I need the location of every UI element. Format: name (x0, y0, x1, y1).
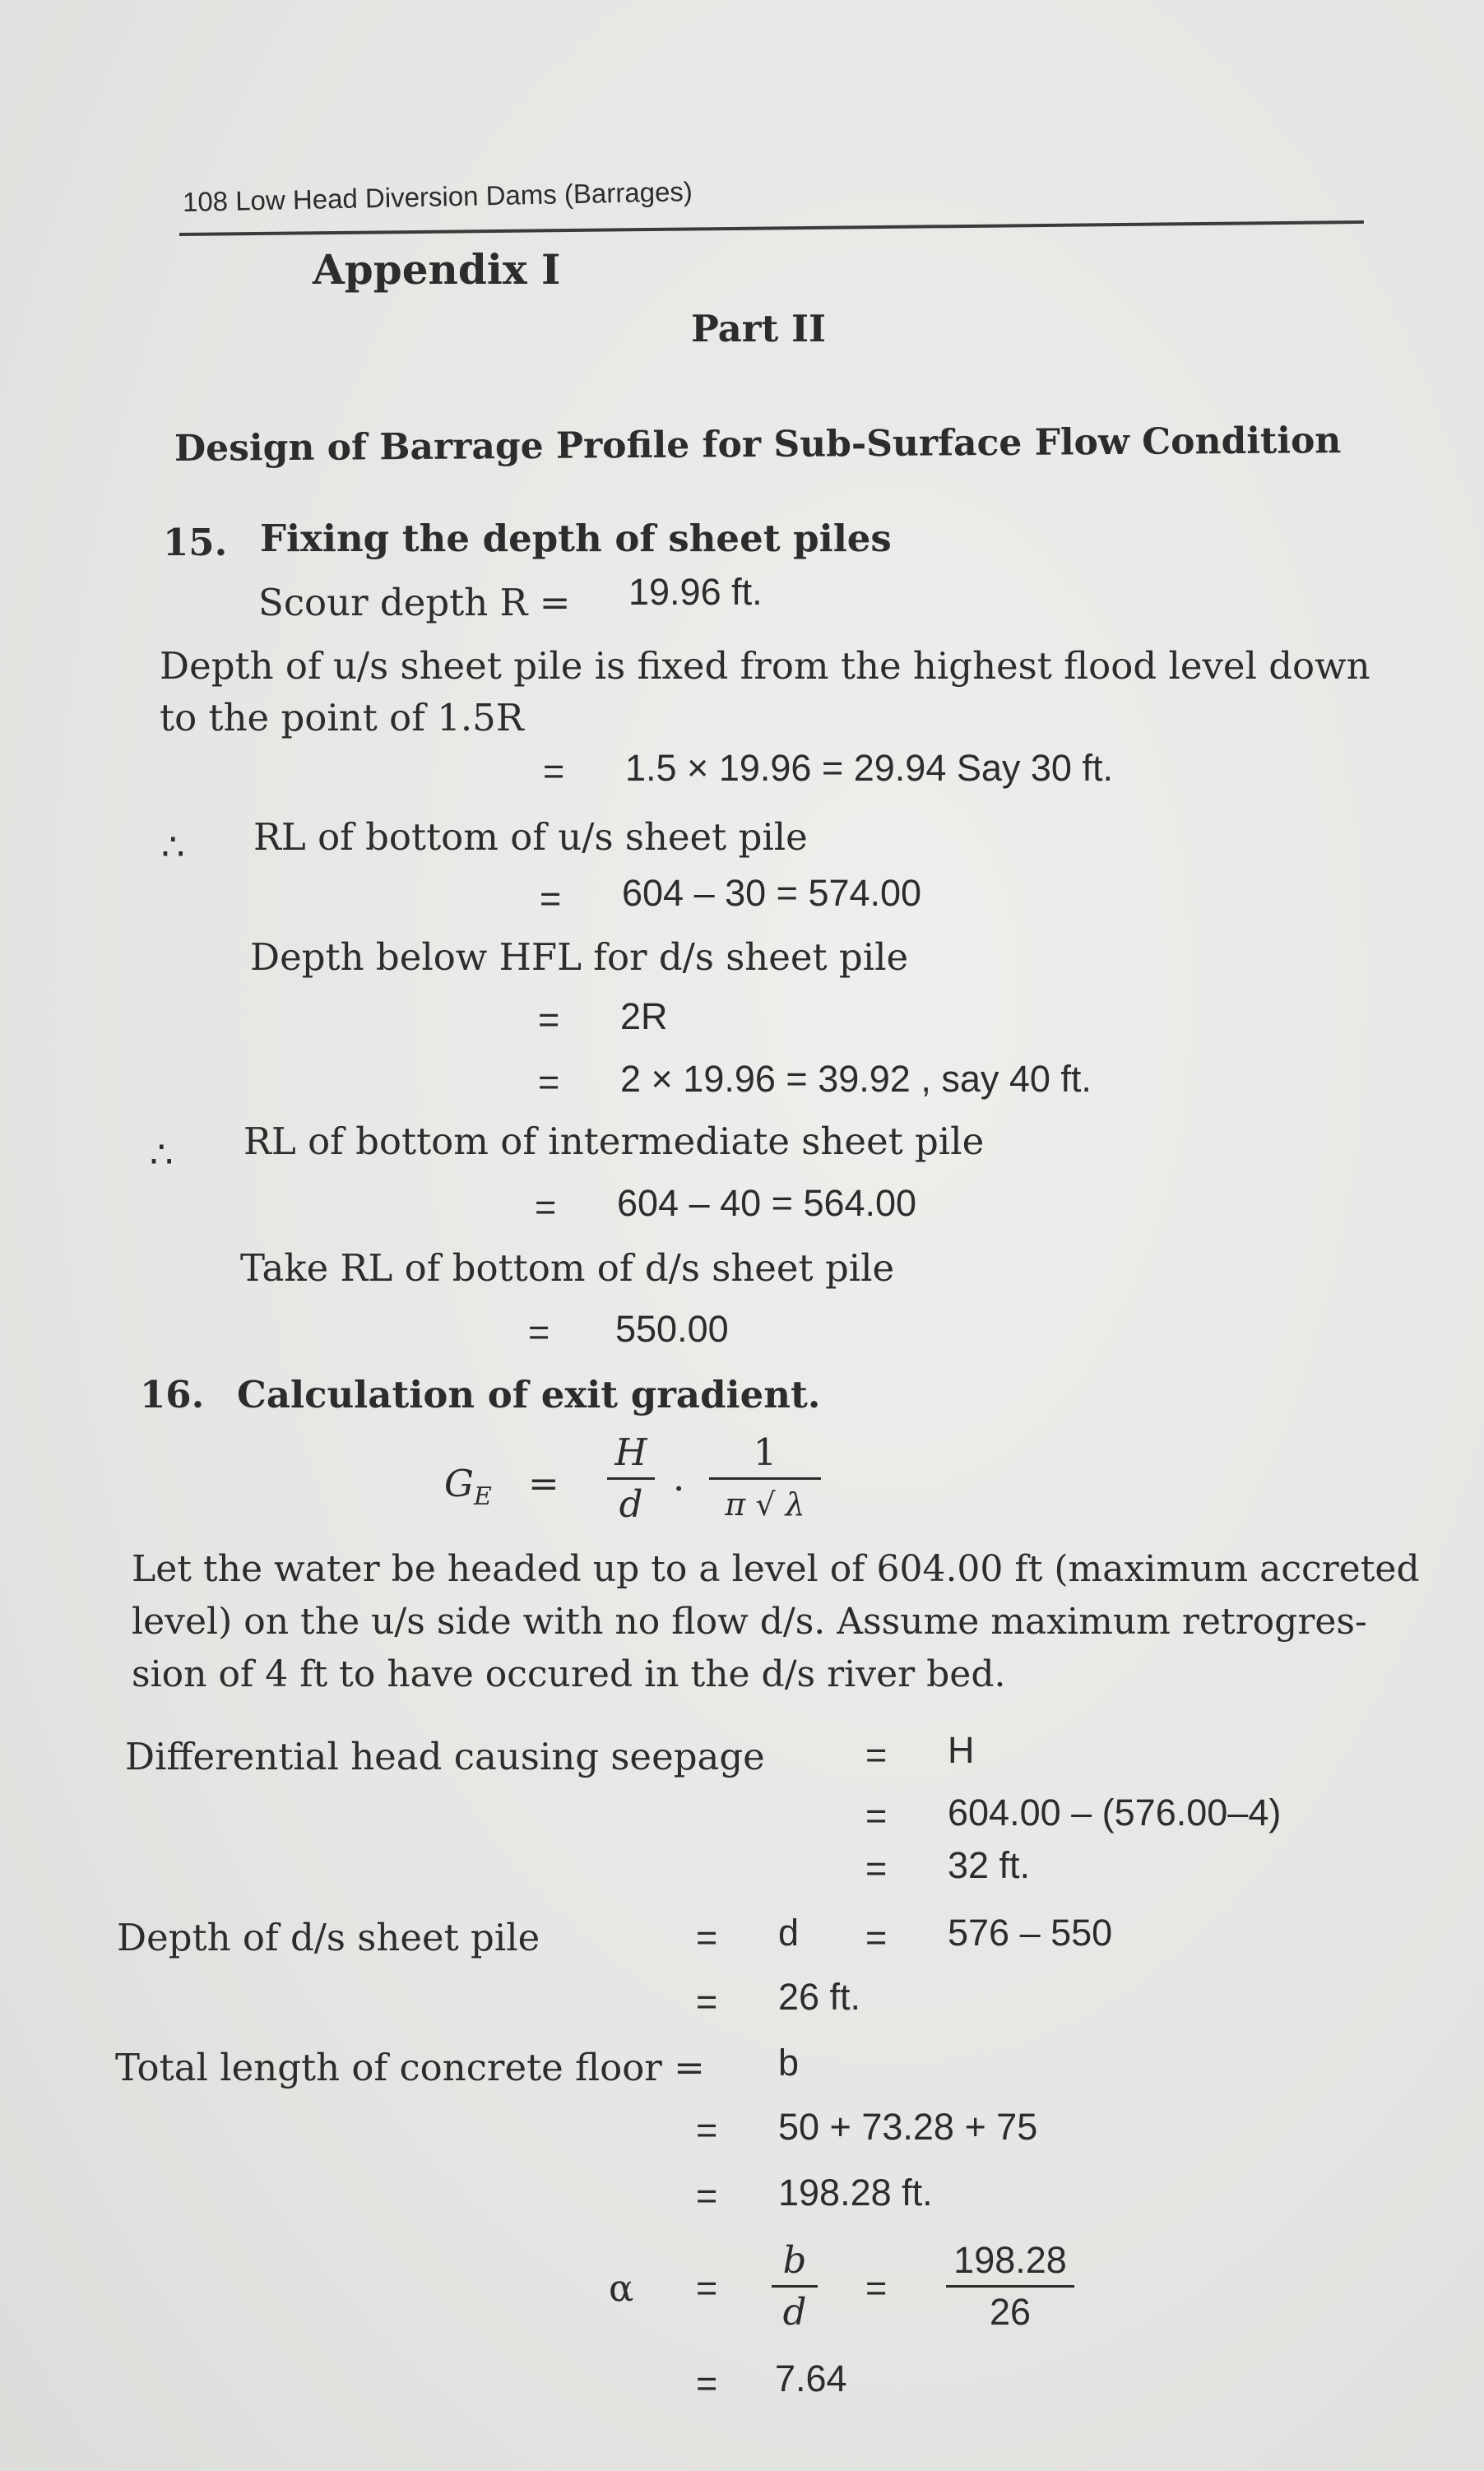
eq2-sign: = (540, 878, 562, 920)
diff-eq1: H (948, 1729, 975, 1771)
diff-eq3-sign: = (865, 1847, 888, 1889)
section15-para-line1: Depth of u/s sheet pile is fixed from the highest flood level down (160, 644, 1370, 688)
depth-sign1: = (696, 1917, 718, 1959)
therefore-symbol: ∴ (150, 1133, 174, 1176)
scour-depth-value: 19.96 ft. (628, 571, 763, 613)
rl-int-label: RL of bottom of intermediate sheet pile (243, 1120, 985, 1163)
eq3-sign: = (538, 999, 560, 1041)
eq4-sign: = (538, 1061, 560, 1103)
eq2: 604 – 30 = 574.00 (622, 872, 922, 914)
page-number: 108 (182, 185, 229, 217)
fraction-numerator: 198.28 (953, 2239, 1067, 2281)
alpha-symbol: α (609, 2266, 634, 2310)
floor-sign2: = (696, 2109, 718, 2151)
rl-us-label: RL of bottom of u/s sheet pile (253, 815, 808, 859)
fraction-bar (772, 2285, 818, 2288)
header-rule (179, 220, 1364, 236)
diff-eq2-sign: = (865, 1795, 888, 1837)
fraction-denominator: d (782, 2290, 807, 2334)
fraction-denominator: d (619, 1482, 643, 1526)
section15-para-line2: to the point of 1.5R (160, 696, 524, 739)
eq6: 550.00 (615, 1308, 729, 1350)
formula-equals: = (528, 1462, 559, 1505)
part-title: Part II (691, 307, 827, 350)
alpha-sign1: = (696, 2267, 718, 2309)
floor-b: b (778, 2042, 800, 2084)
fraction-bar (709, 1477, 821, 1480)
fraction-denominator: 26 (989, 2291, 1032, 2333)
fraction-denominator: π √ λ (725, 1486, 805, 1523)
depth-d: d (778, 1912, 800, 1954)
formula-dot: · (673, 1467, 685, 1510)
eq1-sign: = (543, 750, 565, 792)
fraction-bar (607, 1477, 655, 1480)
eq6-sign: = (528, 1311, 550, 1353)
depth-sign2: = (865, 1917, 888, 1959)
depth-ds-label: Depth below HFL for d/s sheet pile (250, 935, 909, 979)
scour-depth-label: Scour depth R = (258, 581, 571, 624)
section15-title: Fixing the depth of sheet piles (260, 517, 892, 560)
formula-g: G (444, 1462, 474, 1505)
fraction-198-over-26 (946, 2237, 1074, 2335)
depth-expr: 576 – 550 (948, 1912, 1113, 1954)
fraction-bar (946, 2285, 1074, 2288)
running-title: Low Head Diversion Dams (Barrages) (234, 176, 693, 216)
alpha-sign2: = (865, 2267, 888, 2309)
floor-sign3: = (696, 2175, 718, 2217)
running-header (182, 169, 693, 225)
eq5-sign: = (535, 1186, 557, 1228)
formula-subscript: E (473, 1482, 492, 1511)
section15-number: 15. (163, 521, 228, 564)
fraction-numerator: 1 (753, 1430, 777, 1474)
section16-number: 16. (140, 1373, 205, 1416)
eq3: 2R (620, 995, 668, 1037)
diff-eq3: 32 ft. (948, 1844, 1031, 1886)
depth-val: 26 ft. (778, 1976, 861, 2018)
depth-sign3: = (696, 1981, 718, 2023)
diff-head-label: Differential head causing seepage (125, 1735, 765, 1778)
fraction-one-over-pi-root-lambda (709, 1430, 821, 1528)
formula-lhs (444, 1461, 492, 1520)
eq4: 2 × 19.96 = 39.92 , say 40 ft. (620, 1058, 1092, 1100)
eq1: 1.5 × 19.96 = 29.94 Say 30 ft. (625, 747, 1113, 789)
take-rl-label: Take RL of bottom of d/s sheet pile (240, 1246, 895, 1290)
main-heading: Design of Barrage Profile for Sub-Surface Flow Condition (174, 420, 1342, 470)
therefore-symbol: ∴ (161, 825, 185, 869)
fraction-numerator: H (614, 1430, 647, 1474)
depth-ds-pile-label: Depth of d/s sheet pile (117, 1916, 540, 1959)
fraction-b-over-d (772, 2237, 818, 2335)
floor-val: 198.28 ft. (778, 2172, 933, 2214)
section16-para-line3: sion of 4 ft to have occured in the d/s river bed. (132, 1653, 1006, 1695)
section16-title: Calculation of exit gradient. (237, 1373, 821, 1416)
diff-eq2: 604.00 – (576.00–4) (948, 1792, 1282, 1834)
alpha-val: 7.64 (775, 2357, 847, 2399)
eq5: 604 – 40 = 564.00 (617, 1182, 917, 1224)
appendix-title: Appendix I (313, 245, 561, 294)
fraction-h-over-d (607, 1430, 655, 1528)
alpha-sign3: = (696, 2362, 718, 2404)
section16-para-line1: Let the water be headed up to a level of 604.00 ft (maximum accreted (132, 1548, 1420, 1590)
floor-length-label: Total length of concrete floor = (115, 2046, 705, 2089)
diff-eq1-sign: = (865, 1734, 888, 1776)
section16-para-line2: level) on the u/s side with no flow d/s. Assume maximum retrogres- (132, 1601, 1367, 1643)
floor-expr: 50 + 73.28 + 75 (778, 2106, 1038, 2148)
fraction-numerator: b (782, 2238, 807, 2282)
